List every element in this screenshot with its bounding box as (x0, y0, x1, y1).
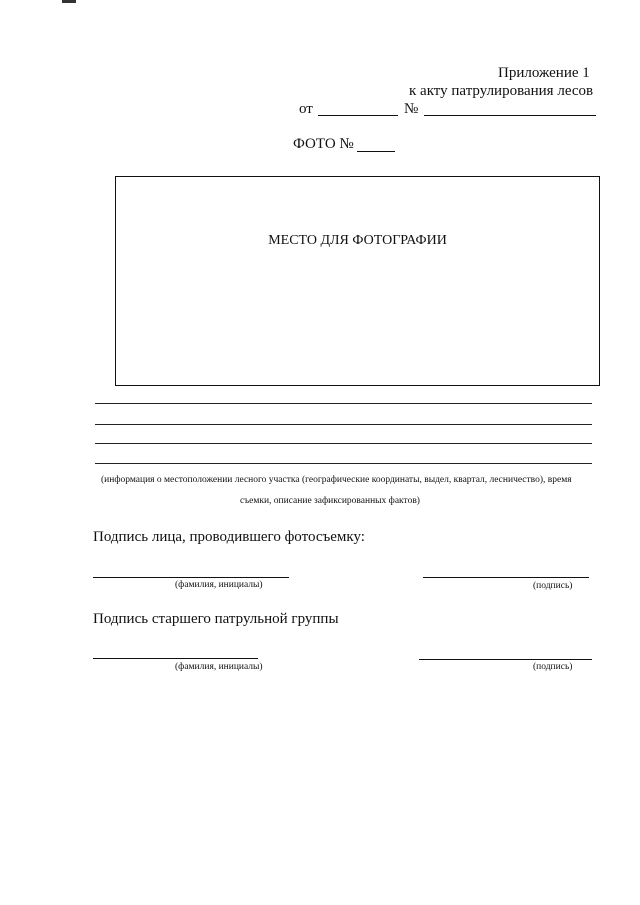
info-blank-line-1 (95, 403, 592, 404)
date-label: от (299, 101, 313, 117)
photographer-signature-line (423, 577, 589, 578)
act-number-label: № (404, 101, 419, 117)
photo-placeholder-box (115, 176, 600, 386)
photographer-name-line (93, 577, 289, 578)
info-caption-line-1: (информация о местоположении лесного участка (географические координаты, выдел, квартал, лесничество), время (101, 475, 572, 485)
photographer-name-caption: (фамилия, инициалы) (175, 580, 263, 590)
patrol-leader-name-line (93, 658, 258, 659)
appendix-subtitle: к акту патрулирования лесов (409, 83, 594, 99)
info-blank-line-4 (95, 463, 592, 464)
photo-placeholder-text: МЕСТО ДЛЯ ФОТОГРАФИИ (268, 233, 447, 248)
scan-artifact (62, 0, 76, 3)
photo-number-label: ФОТО № (293, 136, 354, 152)
patrol-leader-signature-heading: Подпись старшего патрульной группы (93, 611, 339, 627)
date-blank-line (318, 115, 398, 116)
info-blank-line-2 (95, 424, 592, 425)
info-blank-line-3 (95, 443, 592, 444)
info-caption-line-2: съемки, описание зафиксированных фактов) (240, 496, 420, 506)
patrol-leader-signature-caption: (подпись) (533, 662, 573, 672)
photographer-signature-caption: (подпись) (533, 581, 573, 591)
photographer-signature-heading: Подпись лица, проводившего фотосъемку: (93, 529, 365, 545)
appendix-title: Приложение 1 (498, 65, 590, 81)
photo-number-blank-line (357, 151, 395, 152)
patrol-leader-name-caption: (фамилия, инициалы) (175, 662, 263, 672)
patrol-leader-signature-line (419, 659, 592, 660)
act-number-blank-line (424, 115, 596, 116)
